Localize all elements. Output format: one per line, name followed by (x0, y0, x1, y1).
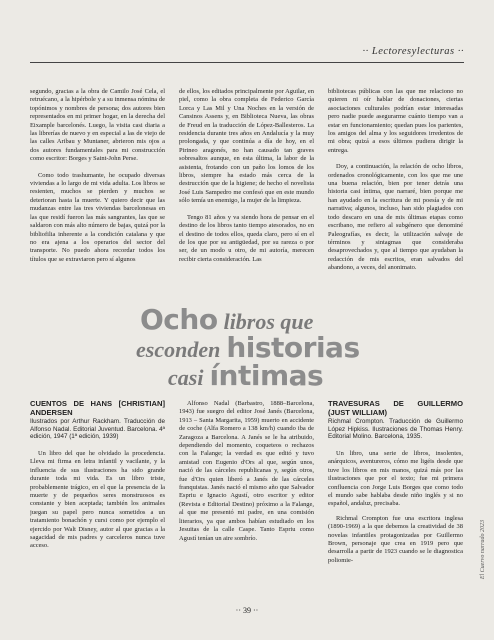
paragraph: bibliotecas públicas con las que me relaciono no quieren ni oír hablar de donaciones, ciertas asociaciones culturales podrían estar interesadas pero nadie puede asegurarme cuánto tiempo van a estar en funcionamiento; quedan pues los parientes, los amigos del alma y los seguidores irredentos de mi obra; quizá a esos últimos pudiera dirigir la entrega. (328, 88, 463, 154)
title-word: historias (226, 331, 360, 364)
page-number: ·· 39 ·· (235, 606, 259, 615)
article-column-3 (328, 88, 463, 273)
paragraph: Alfonso Nadal (Barbastro, 1888–Barcelona, 1943) fue suegro del editor José Janés (Barcelona, 1913 – Santa Margarita, 1959) muerto en accidente de coche (Alfa Romero a 138 km/h) cuando iba de Zaragoza a Barcelona. A Janés se le ha atribuido, dependiendo del momento, coqueteos o rechazos con la Falange; la verdad es que editó y tuvo amistad con Eugenio d'Ors al que, según unos, nació de las cárceles republicanas y, según otros, fue d'Ors quien liberó a Janés de las cárceles franquistas. Janés nació el mismo año que Salvador Espriu e Ignacio Agustí, otro escritor y editor (Revista e Editorial Destino) próximo a la Falange, al que me presentó mi padre, en una comisión literarios, ya que ambos habían estudiado en los Jesuitas de la calle Caspe. Tanto Espriu como Agustí tenían un aire sombrío. (179, 400, 314, 542)
header-rule (30, 62, 464, 63)
paragraph: Tengo 81 años y va siendo hora de pensar en el destino de los libros tanto tiempo atesorados, no en el destino de todos ellos, queda claro, pero sí en el de los que por su antigüedad, por su rareza o por ser, de un modo u otro, de mi autoría, merecen recibir cierta consideración. Las (179, 213, 314, 263)
paragraph: Doy, a continuación, la relación de ocho libros, ordenados cronológicamente, con los que me une una buena relación, bien por tener detrás una historia casi íntima, que narraré, bien porque me han ayudado en la escritura de mi poesía y de mi narrativa; algunos, incluso, han sido plagiados con todo descaro en una de mis últimas etapas como escribano, me refiero al subgénero que denominé Paleografías, es decir, la utilización salvaje de términos y sintagmas que consideraba desaprovechados y, que al tiempo que ayudaban la redacción de mis escritos, eran salvados del abandono, a veces, del anonimato. (328, 163, 463, 272)
paragraph: Un libro, una serie de libros, insolentes, anárquicos, aventureros, cómo me ligéis desde que tuve los libros en mis manos, quizá más por las ilustraciones que por el texto; fue mi primera confluencia con Jorge Luis Borges que como todo el mundo sabe hablaba desde niño inglés y si no español, andaluz, precisaba. (328, 449, 463, 508)
book-entry-2 (328, 400, 463, 585)
title-line-1 (140, 303, 370, 336)
paragraph: de ellos, los editados principalmente por Aguilar, en piel, como la obra completa de Federico García Lorca y Las Mil y Una Noches en la versión de Cansinos Assens y, en Biblioteca Nueva, las obras de Freud en la traducción de López-Ballesteros. La residencia durante tres años en Andalucía y la muy prolongada, y que continúa a día de hoy, en el Pirineo aragonés, no han causado tan graves sobresaltos aunque, en esta última, la labor de la asistenta, frotando con un paño los lomos de los libros, siempre ha estado más cerca de la destrucción que de la higiene; de hecho el novelista José Luis Sampedro me confesó que en este mundo sólo temía un enemigo, la mujer de la limpieza. (179, 88, 314, 205)
article-title (136, 303, 370, 392)
paragraph: segundo, gracias a la obra de Camilo José Cela, el retruécano, a la hipérbole y a su inmensa nómina de topónimos y nombres de persona; dos autores bien representados en mi primer hogar, en la derecha del Eixample barcelonés. Luego, la visita casi diaria a las librerías de nuevo y en especial a las de viejo de las calles Aribau y Muntaner, abrieron mis ojos a dos autores fundamentales para mi construcción como escritor: Borges y Saint-John Perse. (30, 88, 165, 163)
title-word: libros que (223, 309, 314, 334)
paragraph: Un libro del que he olvidado la procedencia. Lleva mi firma en letra infantil y vacilante, y la influencia de sus ilustraciones ha sido grande durante toda mi vida. Es un libro triste, probablemente trágico, en el que la presencia de la muerte y de pequeños seres monstruosos es constante y bien aceptada; también los animales juegan su papel pero nunca sometidos a un tratamiento bonachón y cursi como por ejemplo el ejercido por Walt Disney, autor al que gracias a la sagacidad de mis padres y carceleros nunca tuve acceso. (30, 449, 165, 550)
article-column-2 (179, 88, 314, 273)
title-word: esconden (136, 337, 221, 362)
title-word: íntimas (209, 359, 324, 392)
paragraph: Como todo trashumante, he ocupado diversas viviendas a lo largo de mi vida adulta. Los libros se resienten, muchos se pierden y muchos se deterioran hasta la muerte. Y quiero decir que las mudanzas entre las tres viviendas barcelonesas en las que residí fueron las más sangrantes, las que se saldaron con más alto número de bajas, quizá por la bibliofilia inherente a la condición catalana y que no era ajena a los operarios del sector del transporte. No puedo ahora recordar todos los títulos que se extraviaron pero sí algunos (30, 171, 165, 263)
book-meta: Richmal Crompton. Traducción de Guillermo López Hipkiss. Ilustraciones de Thomas Henry. Editorial Molino. Barcelona, 1935. (328, 418, 463, 441)
book-entry-1 (30, 400, 165, 585)
title-line-2 (136, 331, 370, 364)
title-line-3 (168, 359, 370, 392)
paragraph: Richmal Crompton fue una escritora inglesa (1890-1969) a la que debemos la creatividad de 38 novelas infantiles protagonizadas por Guillermo Brown, personaje que crea en 1919 pero que desarrolla a partir de 1923 cuando se le diagnostica poliomie- (328, 514, 463, 564)
side-credit: El Cuervo narrado 2023 (480, 520, 486, 580)
title-word: casi (168, 365, 204, 390)
book-meta: Ilustrados por Arthur Rackham. Traducción de Alfonso Nadal. Editorial Juventud. Barcelona. 4ª edición, 1947 (1ª edición, 1939) (30, 418, 165, 441)
books-columns (30, 400, 464, 585)
running-head: ·· Lectoresylecturas ·· (362, 46, 464, 57)
book-entry-1-continued (179, 400, 314, 585)
article-columns (30, 88, 464, 273)
book-title: CUENTOS DE HANS [CHRISTIAN] ANDERSEN (30, 400, 165, 417)
book-title: TRAVESURAS DE GUILLERMO (JUST WILLIAM) (328, 400, 463, 417)
title-word: Ocho (140, 303, 218, 336)
article-column-1 (30, 88, 165, 273)
